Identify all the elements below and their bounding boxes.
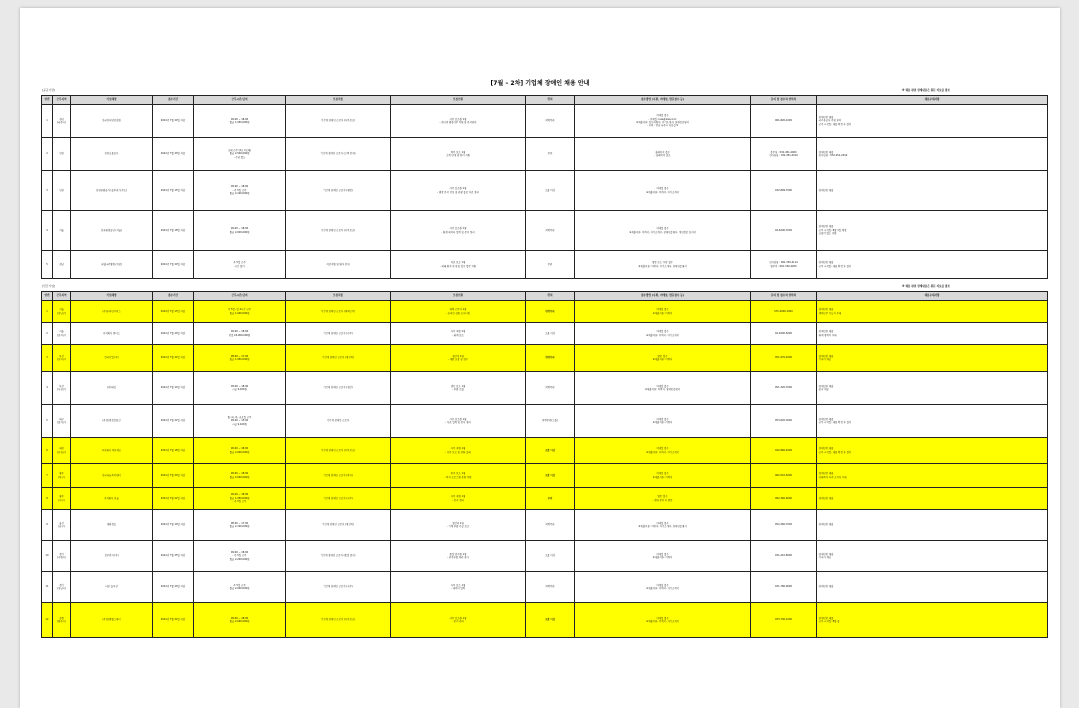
cell-edu: 학력무관 <box>526 211 575 251</box>
table-row <box>42 510 1048 541</box>
column-header: 접수방법 (우편, 이메일, 방문접수 등) <box>575 96 751 105</box>
cell-period: 2022년 7월 22일 마감 <box>153 405 194 438</box>
cell-count: 사무 직원 1명 - 사무 보조 및 전화 응대 <box>391 438 526 464</box>
cell-region: 인천 <box>53 171 71 211</box>
cell-pay: 08:00 ~ 17:00 월급 2,100,000원 <box>194 510 286 541</box>
table-header-row <box>42 96 1048 105</box>
cell-job: 의료지원 및 환자 안내 <box>286 251 391 279</box>
cell-job: 기간제 장애인 근로자 (행정) <box>286 171 391 211</box>
cell-count: 생산직 1명 - 제품 포장 및 검수 <box>391 345 526 372</box>
cell-pay: 09:00 ~ 18:00 월급 2,000,000원 <box>194 438 286 464</box>
cell-contact: 062-360-6000 <box>751 488 817 510</box>
cell-no: 7 <box>42 464 53 488</box>
cell-edu: 무관 <box>526 251 575 279</box>
cell-period: 2022년 7월 20일 마감 <box>153 251 194 279</box>
cell-no: 5 <box>42 405 53 438</box>
cell-pref: ·장애인만 채용 <box>817 488 1048 510</box>
cell-region: 부산 (사상구) <box>53 372 71 405</box>
cell-job: 기간제 장애인 근로자 (사무보조) <box>286 211 391 251</box>
cell-company: (주)강원헬스케어 <box>71 603 153 638</box>
cell-edu: 고졸 이상 <box>526 541 575 572</box>
table-row <box>42 251 1048 279</box>
cell-contact: 032-899-7000 <box>751 171 817 211</box>
table-row <box>42 171 1048 211</box>
cell-method: 이메일 접수 ※제출서류: 이력서, 자기소개서 <box>575 171 751 211</box>
cell-no: 2 <box>42 323 53 345</box>
cell-job: 기간제 장애인 근로자 (사무보조) <box>286 603 391 638</box>
cell-job: 기간제 장애인 근로자 (사무) <box>286 488 391 510</box>
cell-count: 의료 보조 1명 - 외래 환자 안내 및 접수 업무 지원 <box>391 251 526 279</box>
column-header: 근무시간/급여 <box>194 96 286 105</box>
table-row <box>42 405 1048 438</box>
cell-edu: 고졸 이상 <box>526 323 575 345</box>
cell-edu: 고졸 이상 <box>526 464 575 488</box>
column-header: 근무시간/급여 <box>194 292 286 301</box>
column-header: 학력 <box>526 96 575 105</box>
cell-edu: 학력무관 <box>526 510 575 541</box>
column-header: 접수기간 <box>153 96 194 105</box>
cell-count: 생산 보조 1명 - 부품 조립 <box>391 372 526 405</box>
column-header: 문의 및 접수처 연락처 <box>751 96 817 105</box>
table-row <box>42 488 1048 510</box>
cell-edu: 고졸 이상 <box>526 171 575 211</box>
cell-region: 울산 (남구) <box>53 510 71 541</box>
cell-count: 사무 보조원 1명 - 인터넷 행정사무 지원 및 문서관리 <box>391 105 526 138</box>
cell-no: 1 <box>42 105 53 138</box>
cell-pay: 교대 근무 (4조 2교대) 월급 2,500,000원 - 수당 별도 <box>194 138 286 171</box>
column-header: 근무지역 <box>53 292 71 301</box>
cell-pay: 주 5일 근무 월급 2,000,000원 <box>194 572 286 603</box>
cell-no: 1 <box>42 301 53 323</box>
cell-contact: 052-260-7000 <box>751 510 817 541</box>
cell-period: 2022년 7월 18일 마감 <box>153 438 194 464</box>
cell-pref: ·장애인만 채용 ·근무 시작일: 채용 확정 후 협의 <box>817 405 1048 438</box>
cell-region: 대전 (유성구) <box>53 438 71 464</box>
cell-no: 4 <box>42 211 53 251</box>
cell-pay: 월, 화, 목, 금요일 근무 09:00 ~ 15:00 시급 9,160원 <box>194 405 286 438</box>
cell-method: 방문 접수 ※제출서류: 이력서 <box>575 345 751 372</box>
cell-contact: 042-860-4000 <box>751 438 817 464</box>
cell-contact: 051-970-2000 <box>751 345 817 372</box>
table-row <box>42 345 1048 372</box>
cell-pref: ·장애인만 채용 ·국가유공자 가점 부여 ·근무 시작일: 채용 확정 후 협의 <box>817 105 1048 138</box>
cell-count: 생산직 1명 - 기계 부품 가공 보조 <box>391 510 526 541</box>
cell-pref: ·장애인만 채용 ·근무 시작일: 채용 확정 후 협의 <box>817 438 1048 464</box>
cell-pref: ·장애인만 채용 <box>817 510 1048 541</box>
cell-period: 2022년 7월 14일 마감 <box>153 372 194 405</box>
cell-contact: 02-2600-5000 <box>751 323 817 345</box>
cell-company: 세화정공 <box>71 510 153 541</box>
cell-region: 서울 (강서구) <box>53 323 71 345</box>
cell-method: 홈페이지 접수 - 홈페이지 참조 <box>575 138 751 171</box>
cell-pref: ·장애인만 채용 <box>817 171 1048 211</box>
table-row <box>42 572 1048 603</box>
cell-edu: 학력무관 <box>526 301 575 323</box>
table-row <box>42 105 1048 138</box>
cell-method: 이메일 접수 ※제출서류: 이력서, 자기소개서 <box>575 572 751 603</box>
cell-pref: ·장애인만 채용 ·중식 제공 <box>817 372 1048 405</box>
cell-pref: ·장애인만 채용 ·근무 시작일: 채용 확정 후 협의 <box>817 251 1048 279</box>
cell-pay: 09:00 ~ 18:00 월급 2,000,000원 <box>194 603 286 638</box>
column-header: 근무지역 <box>53 96 71 105</box>
private-jobs-table <box>41 291 1048 638</box>
column-header: 모집직종 <box>286 292 391 301</box>
cell-region: 전남 <box>53 251 71 279</box>
cell-no: 3 <box>42 345 53 372</box>
cell-no: 9 <box>42 510 53 541</box>
cell-company: 인천관광공사 (중부권 사무소) <box>71 171 153 211</box>
cell-pref: ·장애인만 채용 ·근무 시작일: 8월 중 <box>817 603 1048 638</box>
cell-period: 2022년 7월 22일 마감 <box>153 603 194 638</box>
cell-job: 기간제 장애인 근로자 (생산직) <box>286 345 391 372</box>
cell-edu: 학력무관 <box>526 572 575 603</box>
cell-company: 한국환경공단 (서울) <box>71 211 153 251</box>
cell-method: 이메일 접수 ※제출서류: 이력서 <box>575 464 751 488</box>
cell-method: 방문 접수 - 전화 문의 후 방문 <box>575 488 751 510</box>
column-header: 문의 및 접수처 연락처 <box>751 292 817 301</box>
cell-no: 4 <box>42 372 53 405</box>
table-row <box>42 541 1048 572</box>
cell-period: 2022년 7월 20일 마감 <box>153 105 194 138</box>
cell-edu: 학력무관 <box>526 345 575 372</box>
cell-no: 10 <box>42 541 53 572</box>
cell-region: 인천 <box>53 138 71 171</box>
column-header: 기업체명 <box>71 292 153 301</box>
cell-pay: 09:00 ~ 18:00 - 주 5일 근무 월급 2,200,000원 <box>194 541 286 572</box>
cell-job: 기간제 장애인 근로자 (사무보조) <box>286 438 391 464</box>
cell-period: 2022년 7월 19일 마감 <box>153 510 194 541</box>
cell-method: 이메일 접수 ※제출서류: 이력서, 자기소개서 <box>575 438 751 464</box>
cell-pref: ·장애인만 채용 ·재택근무 가능자 우대 <box>817 301 1048 323</box>
cell-edu: 고졸 이상 <box>526 438 575 464</box>
cell-no: 11 <box>42 572 53 603</box>
cell-method: 이메일 접수 ※제출서류: 이력서 <box>575 541 751 572</box>
cell-period: 2022년 7월 15일 마감 <box>153 171 194 211</box>
cell-company: 주식회사 위더스 <box>71 323 153 345</box>
cell-no: 2 <box>42 138 53 171</box>
column-header: 채용우대사항 <box>817 96 1048 105</box>
cell-pay: 09:00 ~ 18:00 연봉 24,000,000원 <box>194 323 286 345</box>
cell-method: 이메일 접수 ※제출서류: 이력서 <box>575 301 751 323</box>
cell-period: 2022년 7월 15일 마감 <box>153 301 194 323</box>
cell-count: 사무 보조원 1명 - 행정 문서 작성 및 관광 홍보 자료 정리 <box>391 171 526 211</box>
cell-method: 이메일 접수 - 이메일: kisa@kisa.or.kr ※제출서류: 입사지원서, 자기소개서, 장애인증명서 - 우편 : 전남 나주시 진흥길 9 <box>575 105 751 138</box>
cell-contact: 061-820-1000 <box>751 105 817 138</box>
cell-pref: ·장애인만 채용 ·기숙사 제공 <box>817 345 1048 372</box>
document-page <box>20 8 1060 708</box>
cell-period: 2022년 7월 20일 마감 <box>153 138 194 171</box>
column-header: 연번 <box>42 292 53 301</box>
cell-job: 기간제 장애인 근로자 (사무) <box>286 323 391 345</box>
cell-method: 방문 또는 우편 접수 ※제출서류: 이력서, 자기소개서, 장애인증명서 <box>575 251 751 279</box>
cell-pay: 주 5일, 일 4시간 근무 월급 1,000,000원 <box>194 301 286 323</box>
cell-contact: 070-4000-1000 <box>751 301 817 323</box>
section-label-private: [민간기업] <box>42 284 55 288</box>
cell-method: 이메일 접수 ※제출서류: 이력서, 자기소개서, 장애인증명서, 개인정보 동의서 <box>575 211 751 251</box>
cell-count: 역무 보조 1명 고객 안내 및 편의 지원 <box>391 138 526 171</box>
cell-period: 2022년 7월 18일 마감 <box>153 211 194 251</box>
cell-count: 사무 보조원 1명 - 문서 관리 <box>391 603 526 638</box>
cell-no: 12 <box>42 603 53 638</box>
section-label-public: [공공기관] <box>42 88 55 92</box>
cell-period: 2022년 7월 25일 마감 <box>153 541 194 572</box>
cell-contact: 033-740-1000 <box>751 603 817 638</box>
cell-edu: 고졸 이상 <box>526 603 575 638</box>
cell-method: 이메일 접수 ※제출서류: 이력서 <box>575 405 751 438</box>
cell-contact: 031-210-8000 <box>751 541 817 572</box>
cell-period: 2022년 7월 20일 마감 <box>153 572 194 603</box>
cell-region: 서울 <box>53 211 71 251</box>
cell-count: 사무 보조 1명 - 데이터 입력 <box>391 572 526 603</box>
cell-job: 기간제 장애인 근로자 (고객 안내) <box>286 138 391 171</box>
cell-method: 이메일 접수 ※제출서류: 이력서, 자기소개서, 장애인증명서 <box>575 510 751 541</box>
cell-contact: 02-6200-7000 <box>751 211 817 251</box>
cell-company: 인천교통공사 <box>71 138 153 171</box>
cell-period: 2022년 7월 20일 마감 <box>153 464 194 488</box>
column-header: 접수기간 <box>153 292 194 301</box>
cell-region: 전남 (나주시) <box>53 105 71 138</box>
cell-company: 주식회사 한울 <box>71 488 153 510</box>
cell-pay: 주 5일 근무 시간 협의 <box>194 251 286 279</box>
cell-pref: ·장애인만 채용 ·근무 시작일: 8월 1일 예정 ·교통비 별도 지원 <box>817 211 1048 251</box>
cell-count: 복지 보조 1명 - 복지 프로그램 운영 지원 <box>391 464 526 488</box>
cell-edu: 무관 <box>526 138 575 171</box>
cell-company: (주)한빛정보통신 <box>71 405 153 438</box>
cell-region: 서울 (강남구) <box>53 301 71 323</box>
cell-company: 주식회사 바른제조 <box>71 438 153 464</box>
column-header: 학력 <box>526 292 575 301</box>
cell-pay: 09:00 ~ 18:00 월급 1,950,000원 - 주 5일 근무 <box>194 488 286 510</box>
cell-pref: ·장애인만 채용 ·기숙사 제공 <box>817 541 1048 572</box>
section-note-private: ※ 채용 관련 상세내용은 원문 자료를 참조 <box>901 285 950 288</box>
cell-region: 광주 (서구) <box>53 488 71 510</box>
cell-contact: 인사담당 : 061-330-4114 원무과 : 061-330-4200 <box>751 251 817 279</box>
cell-method: 이메일 접수 ※제출서류: 이력서, 자기소개서 <box>575 603 751 638</box>
cell-pay: 09:00 ~ 18:00 - 주 5일 근무 월급 2,100,000원 <box>194 171 286 211</box>
cell-company: 국립나주병원 (의료) <box>71 251 153 279</box>
cell-job: 기간제 장애인 근로자 (품질 검사) <box>286 541 391 572</box>
table-row <box>42 603 1048 638</box>
column-header: 모집직종 <box>286 96 391 105</box>
cell-method: 이메일 접수 ※제출서류: 이력서, 장애인증명서 <box>575 372 751 405</box>
cell-job: 기간제 장애인 근로자 (복지) <box>286 464 391 488</box>
cell-job: 기간제 장애인 근로자 <box>286 405 391 438</box>
cell-edu: 학력무관(고졸) <box>526 405 575 438</box>
cell-contact: 총무처 : 032-451-2000 인사담당 : 032-451-2010 <box>751 138 817 171</box>
cell-edu: 무관 <box>526 488 575 510</box>
column-header: 연번 <box>42 96 53 105</box>
cell-company: (주)대성 <box>71 372 153 405</box>
cell-contact: 053-620-3000 <box>751 405 817 438</box>
cell-pref: ·장애인만 채용 <box>817 572 1048 603</box>
public-jobs-table <box>41 95 1048 279</box>
cell-no: 3 <box>42 171 53 211</box>
cell-pay: 09:00 ~ 18:00 월급 2,000,000원 <box>194 211 286 251</box>
cell-no: 5 <box>42 251 53 279</box>
cell-job: 기간제 장애인 근로자 (생산) <box>286 372 391 405</box>
cell-pref: ·장애인만 채용 ·회계 경력자 우대 <box>817 323 1048 345</box>
table-row <box>42 301 1048 323</box>
cell-pref: ·장애인만 채용 ·인사담당 : 032-451-2010 <box>817 138 1048 171</box>
cell-no: 8 <box>42 488 53 510</box>
cell-job: 기간제 장애인 근로자 (사무) <box>286 572 391 603</box>
table-row <box>42 138 1048 171</box>
cell-region: 부산 (강서구) <box>53 345 71 372</box>
table-row <box>42 372 1048 405</box>
cell-period: 2022년 7월 22일 마감 <box>153 488 194 510</box>
section-note-public: ※ 채용 관련 상세내용은 원문 자료를 참조 <box>901 89 950 92</box>
cell-job: 기간제 장애인 근로자 (재택근무) <box>286 301 391 323</box>
cell-company: 한국산업 (주) <box>71 345 153 372</box>
table-row <box>42 464 1048 488</box>
cell-count: 사무 직원 1명 - 문서 정리 <box>391 488 526 510</box>
cell-job: 기간제 장애인 근로자 (사무보조) <box>286 105 391 138</box>
cell-count: 재택 근무자 1명 - 온라인 상품 모니터링 <box>391 301 526 323</box>
cell-pay: 08:00 ~ 17:00 월급 1,950,000원 <box>194 345 286 372</box>
cell-job: 기간제 장애인 근로자 (생산직) <box>286 510 391 541</box>
cell-region: 광주 (북구) <box>53 464 71 488</box>
table-row <box>42 438 1048 464</box>
table-header-row <box>42 292 1048 301</box>
column-header: 기업체명 <box>71 96 153 105</box>
cell-period: 2022년 7월 20일 마감 <box>153 323 194 345</box>
cell-pay: 09:00 ~ 18:00 월급 1,950,000원 <box>194 105 286 138</box>
cell-region: 경기 (수원시) <box>53 541 71 572</box>
cell-period: 2022년 7월 22일 마감 <box>153 345 194 372</box>
cell-company: 나인 솔루션 <box>71 572 153 603</box>
table-row <box>42 323 1048 345</box>
cell-contact: 051-320-7000 <box>751 372 817 405</box>
cell-contact: 062-510-5000 <box>751 464 817 488</box>
cell-company: (주)온라인커머스 <box>71 301 153 323</box>
cell-company: 한국인터넷진흥원 <box>71 105 153 138</box>
cell-edu: 학력무관 <box>526 105 575 138</box>
cell-region: 강원 (원주시) <box>53 603 71 638</box>
cell-contact: 031-780-9000 <box>751 572 817 603</box>
cell-company: 삼우전자 (주) <box>71 541 153 572</box>
table-row <box>42 211 1048 251</box>
cell-company: 한국나눔복지센터 <box>71 464 153 488</box>
cell-pref: ·장애인만 채용 ·사회복지 자격 소지자 우대 <box>817 464 1048 488</box>
column-header: 접수방법 (우편, 이메일, 방문접수 등) <box>575 292 751 301</box>
cell-pay: 09:00 ~ 18:00 월급 2,000,000원 <box>194 464 286 488</box>
cell-region: 대구 (달서구) <box>53 405 71 438</box>
cell-count: 사무 직원 1명 - 회계 보조 <box>391 323 526 345</box>
cell-count: 품질 검사원 1명 - 전자부품 외관 검사 <box>391 541 526 572</box>
cell-region: 경기 (성남시) <box>53 572 71 603</box>
cell-method: 이메일 접수 ※제출서류: 이력서, 자기소개서 <box>575 323 751 345</box>
cell-no: 6 <box>42 438 53 464</box>
cell-edu: 학력무관 <box>526 372 575 405</box>
column-header: 채용우대사항 <box>817 292 1048 301</box>
column-header: 모집인원 <box>391 292 526 301</box>
document-title: [7월 – 2차] 기업체 장애인 채용 안내 <box>490 80 590 87</box>
cell-count: 사무 보조원 1명 - 자료 입력 및 문서 정리 <box>391 405 526 438</box>
cell-count: 사무 보조원 1명 - 환경 데이터 입력 및 문서 정리 <box>391 211 526 251</box>
cell-pay: 09:00 ~ 18:00 시급 9,160원 <box>194 372 286 405</box>
column-header: 모집인원 <box>391 96 526 105</box>
